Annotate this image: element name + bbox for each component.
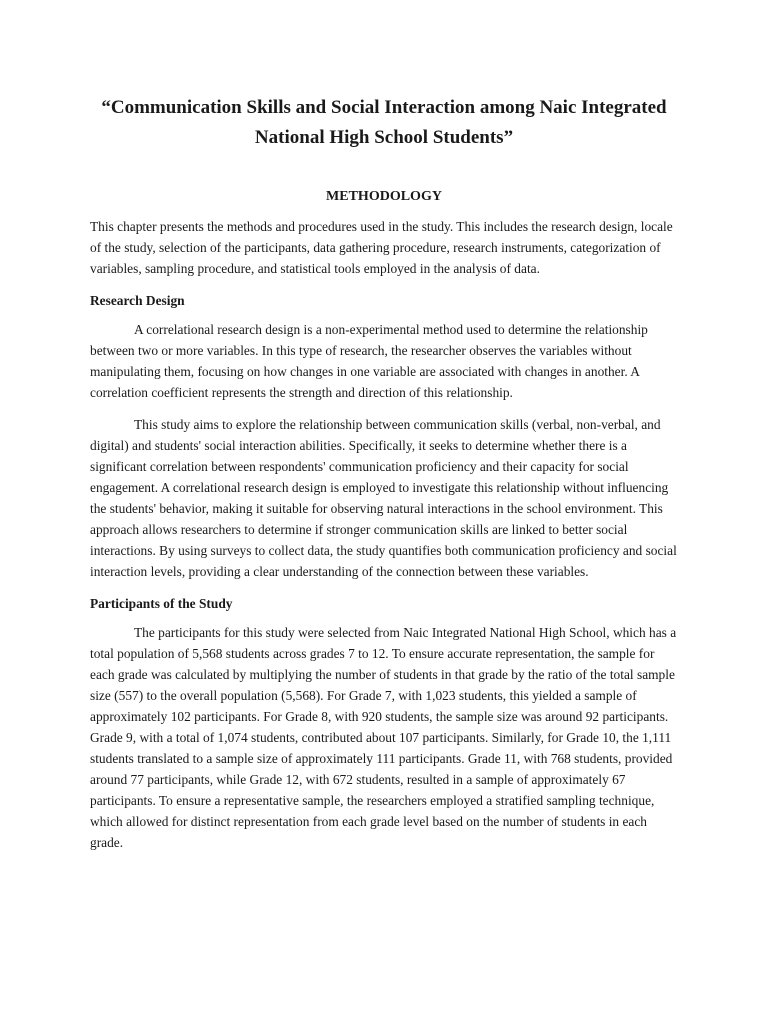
research-design-paragraph-2: This study aims to explore the relationship between communication skills (verbal, non-verbal, and digital) and students' social interaction abilities. Specifically, it seeks to determine whether there is a significant correlation between respondents' communication proficiency and their capacity for social engagement. A correlational research design is employed to investigate this relationship without influencing the students' behavior, making it suitable for observing natural interactions in the school environment. This approach allows researchers to determine if stronger communication skills are linked to better social interactions. By using surveys to collect data, the study quantifies both communication proficiency and social interaction levels, providing a clear understanding of the connection between these variables. xyxy=(90,417,677,579)
participants-paragraph-1: The participants for this study were selected from Naic Integrated National High School, which has a total population of 5,568 students across grades 7 to 12. To ensure accurate representation, the sample for each grade was calculated by multiplying the number of students in that grade by the ratio of the total sample size (557) to the overall population (5,568). For Grade 7, with 1,023 students, this yielded a sample of approximately 102 participants. For Grade 8, with 920 students, the sample size was around 92 participants. Grade 9, with a total of 1,074 students, contributed about 107 participants. Similarly, for Grade 10, the 1,111 students translated to a sample size of approximately 111 participants. Grade 11, with 768 students, provided around 77 participants, while Grade 12, with 672 students, resulted in a sample of approximately 67 participants. To ensure a representative sample, the researchers employed a stratified sampling technique, which allowed for distinct representation from each grade level based on the number of students in each grade. xyxy=(90,625,677,850)
document-body xyxy=(90,216,678,864)
participants-heading: Participants of the Study xyxy=(90,596,233,611)
chapter-heading: METHODOLOGY xyxy=(326,189,442,204)
research-design-paragraph-1: A correlational research design is a non-experimental method used to determine the relationship between two or more variables. In this type of research, the researcher observes the variables without manipulating them, focusing on how changes in one variable are associated with changes in another. A correlation coefficient represents the strength and direction of this relationship. xyxy=(90,322,648,400)
document-title: “Communication Skills and Social Interaction among Naic Integrated National High School Students” xyxy=(101,97,667,148)
intro-paragraph: This chapter presents the methods and procedures used in the study. This includes the research design, locale of the study, selection of the participants, data gathering procedure, research instruments, categorization of variables, sampling procedure, and statistical tools employed in the analysis of data. xyxy=(90,219,673,276)
research-design-heading: Research Design xyxy=(90,293,185,308)
